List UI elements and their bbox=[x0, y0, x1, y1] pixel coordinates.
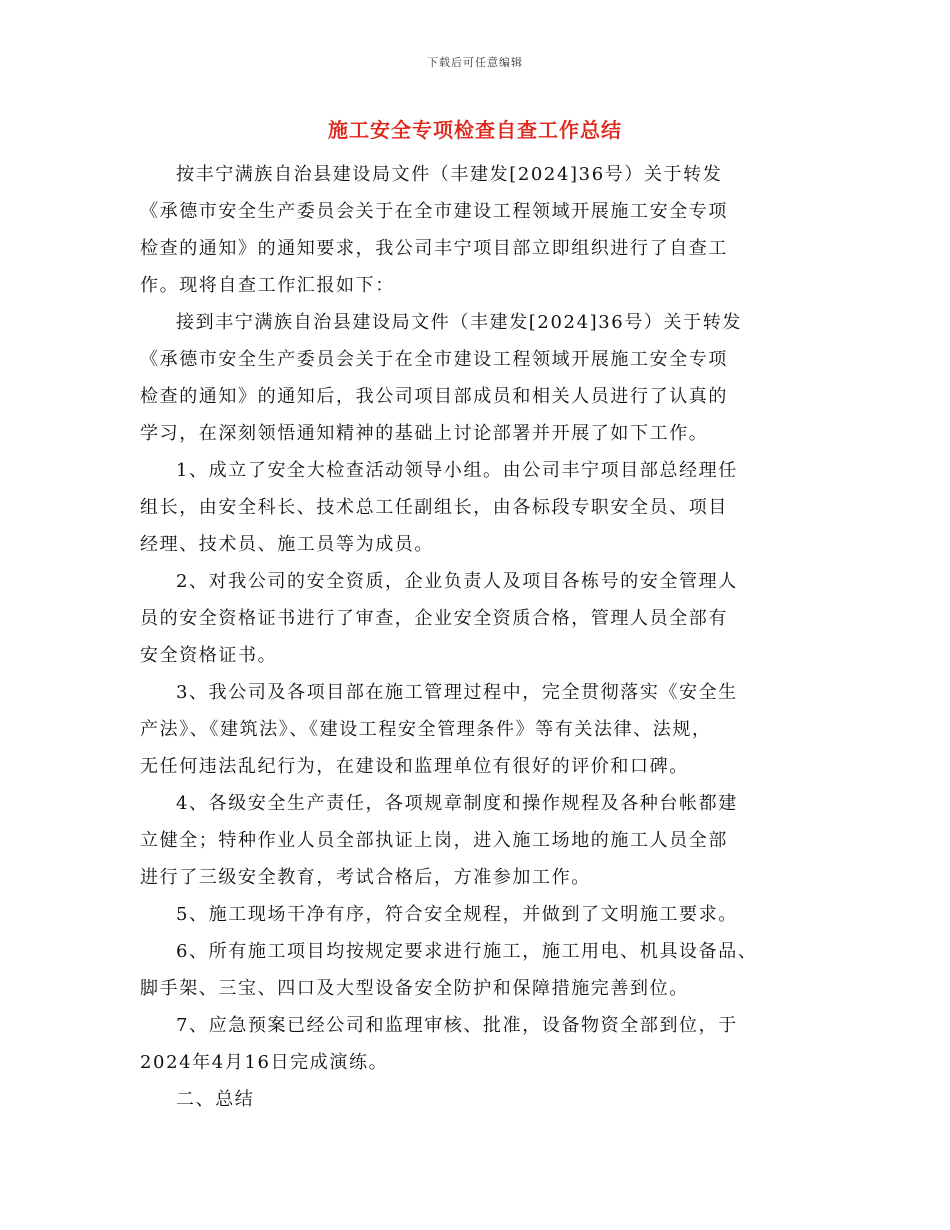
paragraph bbox=[140, 563, 830, 674]
text-line: 7、应急预案已经公司和监理审核、批准，设备物资全部到位，于 bbox=[176, 1015, 738, 1036]
paragraph bbox=[140, 896, 830, 933]
text-line: 检查的通知》的通知要求，我公司丰宁项目部立即组织进行了自查工 bbox=[140, 238, 728, 259]
text-line: 4、各级安全生产责任，各项规章制度和操作规程及各种台帐都建 bbox=[176, 793, 738, 814]
document-body bbox=[140, 156, 830, 1118]
paragraph bbox=[140, 1007, 830, 1081]
document-title: 施工安全专项检查自查工作总结 bbox=[328, 118, 622, 142]
text-line: 学习，在深刻领悟通知精神的基础上讨论部署并开展了如下工作。 bbox=[140, 423, 709, 444]
text-line: 接到丰宁满族自治县建设局文件（丰建发[2024]36号）关于转发 bbox=[176, 312, 742, 333]
text-line: 立健全；特种作业人员全部执证上岗，进入施工场地的施工人员全部 bbox=[140, 830, 728, 851]
text-line: 员的安全资格证书进行了审查，企业安全资质合格，管理人员全部有 bbox=[140, 608, 728, 629]
text-line: 检查的通知》的通知后，我公司项目部成员和相关人员进行了认真的 bbox=[140, 386, 728, 407]
paragraph bbox=[140, 304, 830, 452]
text-line: 脚手架、三宝、四口及大型设备安全防护和保障措施完善到位。 bbox=[140, 978, 689, 999]
text-line: 作。现将自查工作汇报如下： bbox=[140, 275, 395, 296]
text-line: 安全资格证书。 bbox=[140, 645, 278, 666]
text-line: 2、对我公司的安全资质，企业负责人及项目各栋号的安全管理人 bbox=[176, 571, 738, 592]
text-line: 3、我公司及各项目部在施工管理过程中，完全贯彻落实《安全生 bbox=[176, 682, 738, 703]
text-line: 6、所有施工项目均按规定要求进行施工，施工用电、机具设备品、 bbox=[176, 941, 758, 962]
text-line: 1、成立了安全大检查活动领导小组。由公司丰宁项目部总经理任 bbox=[176, 460, 738, 481]
text-line: 《承德市安全生产委员会关于在全市建设工程领域开展施工安全专项 bbox=[140, 201, 728, 222]
paragraph bbox=[140, 785, 830, 896]
text-line: 2024年4月16日完成演练。 bbox=[140, 1052, 389, 1073]
text-line: 经理、技术员、施工员等为成员。 bbox=[140, 534, 434, 555]
section-heading bbox=[140, 1081, 830, 1118]
text-line: 无任何违法乱纪行为，在建设和监理单位有很好的评价和口碑。 bbox=[140, 756, 689, 777]
text-line: 按丰宁满族自治县建设局文件（丰建发[2024]36号）关于转发 bbox=[176, 164, 723, 185]
header-note: 下载后可任意编辑 bbox=[427, 56, 523, 69]
paragraph bbox=[140, 933, 830, 1007]
text-line: 二、总结 bbox=[176, 1089, 255, 1110]
text-line: 产法》、《建筑法》、《建设工程安全管理条件》等有关法律、法规， bbox=[140, 719, 712, 740]
text-line: 组长，由安全科长、技术总工任副组长，由各标段专职安全员、项目 bbox=[140, 497, 728, 518]
paragraph bbox=[140, 674, 830, 785]
text-line: 进行了三级安全教育，考试合格后，方准参加工作。 bbox=[140, 867, 591, 888]
text-line: 《承德市安全生产委员会关于在全市建设工程领域开展施工安全专项 bbox=[140, 349, 728, 370]
paragraph bbox=[140, 156, 830, 304]
text-line: 5、施工现场干净有序，符合安全规程，并做到了文明施工要求。 bbox=[176, 904, 738, 925]
paragraph bbox=[140, 452, 830, 563]
